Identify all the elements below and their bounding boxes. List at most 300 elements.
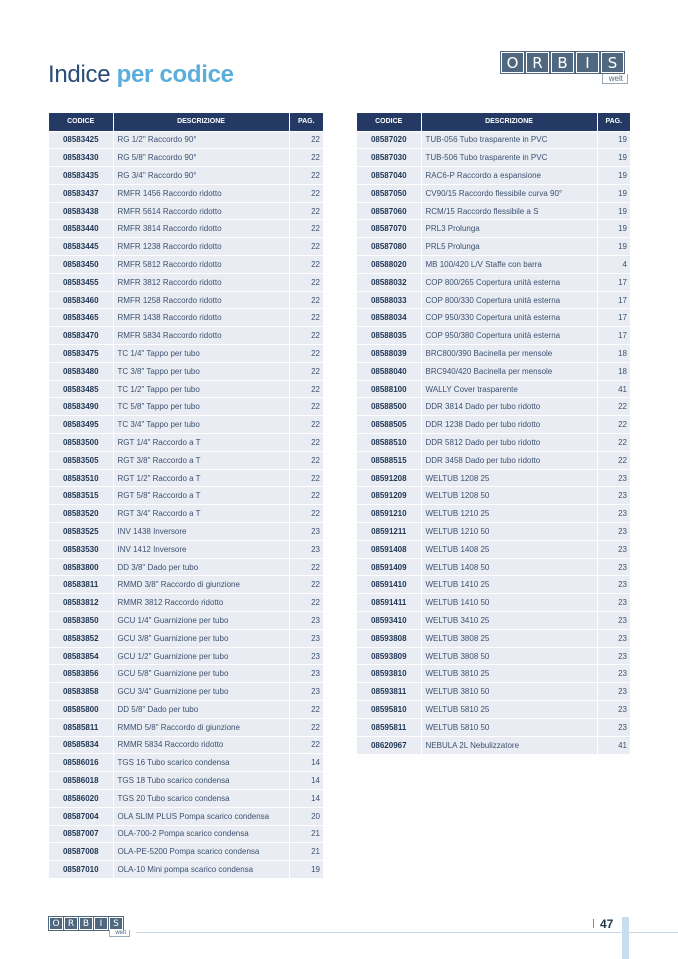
description-cell: DDR 5812 Dado per tubo ridotto (421, 434, 597, 452)
product-code-cell: 08587010 (49, 861, 113, 879)
product-code-cell: 08593810 (357, 665, 421, 683)
table-row (357, 469, 630, 487)
footer-orbis-logo (49, 917, 126, 936)
table-row (357, 434, 630, 452)
page-number-cell: 22 (289, 434, 323, 452)
description-cell: DDR 1238 Dado per tubo ridotto (421, 416, 597, 434)
logo-letter: S (109, 917, 123, 930)
page-number-cell: 22 (289, 345, 323, 363)
page-number-cell: 22 (289, 558, 323, 576)
table-row (49, 487, 323, 505)
table-row (49, 327, 323, 345)
logo-letter: I (576, 52, 599, 73)
table-row (49, 772, 323, 790)
description-cell: BRC940/420 Bacinella per mensole (421, 362, 597, 380)
page-number-cell: 17 (597, 327, 630, 345)
product-code-cell: 08583435 (49, 167, 113, 185)
page-number-cell: 17 (597, 309, 630, 327)
page-number-separator (593, 919, 594, 928)
product-code-cell: 08588510 (357, 434, 421, 452)
product-code-cell: 08588505 (357, 416, 421, 434)
page-number-cell: 22 (289, 469, 323, 487)
table-row (357, 167, 630, 185)
footer-divider (136, 932, 678, 933)
page-number-cell: 19 (597, 149, 630, 167)
description-cell: RCM/15 Raccordo flessibile a S (421, 202, 597, 220)
page-number-cell: 22 (289, 184, 323, 202)
product-code-cell: 08588032 (357, 273, 421, 291)
description-cell: WELTUB 5810 25 (421, 701, 597, 719)
description-cell: INV 1438 Inversore (113, 523, 289, 541)
column-header-description: DESCRIZIONE (113, 113, 289, 131)
product-code-cell: 08583465 (49, 309, 113, 327)
page-number-cell: 23 (289, 647, 323, 665)
description-cell: RMMD 5/8" Raccordo di giunzione (113, 718, 289, 736)
page-number-cell: 21 (289, 843, 323, 861)
page-title (48, 61, 234, 89)
table-row (357, 736, 630, 754)
table-row (357, 701, 630, 719)
description-cell: TGS 20 Tubo scarico condensa (113, 789, 289, 807)
table-row (49, 273, 323, 291)
product-code-cell: 08620967 (357, 736, 421, 754)
column-header-page: PAG. (289, 113, 323, 131)
table-row (49, 202, 323, 220)
orbis-logo (501, 52, 626, 83)
product-code-cell: 08586020 (49, 789, 113, 807)
description-cell: DD 3/8" Dado per tubo (113, 558, 289, 576)
product-code-cell: 08583850 (49, 612, 113, 630)
product-code-cell: 08591409 (357, 558, 421, 576)
product-code-cell: 08583854 (49, 647, 113, 665)
table-row (357, 362, 630, 380)
page-number-cell: 22 (289, 273, 323, 291)
page-number-cell: 14 (289, 772, 323, 790)
description-cell: COP 800/330 Copertura unità esterna (421, 291, 597, 309)
product-code-cell: 08593808 (357, 629, 421, 647)
table-row (49, 149, 323, 167)
product-code-cell: 08583480 (49, 362, 113, 380)
product-code-cell: 08588033 (357, 291, 421, 309)
product-code-cell: 08587050 (357, 184, 421, 202)
page-number-cell: 23 (597, 612, 630, 630)
page-number-cell: 23 (289, 540, 323, 558)
table-row (357, 184, 630, 202)
product-code-cell: 08583495 (49, 416, 113, 434)
table-row (49, 469, 323, 487)
table-row (357, 540, 630, 558)
table-row (49, 131, 323, 149)
column-header-code: CODICE (49, 113, 113, 131)
footer-accent-bar (622, 917, 629, 959)
description-cell: DDR 3458 Dado per tubo ridotto (421, 451, 597, 469)
description-cell: TGS 18 Tubo scarico condensa (113, 772, 289, 790)
product-code-cell: 08583800 (49, 558, 113, 576)
product-code-cell: 08586016 (49, 754, 113, 772)
table-row (49, 505, 323, 523)
description-cell: DD 5/8" Dado per tubo (113, 701, 289, 719)
product-code-cell: 08588034 (357, 309, 421, 327)
product-code-cell: 08583500 (49, 434, 113, 452)
product-code-cell: 08583425 (49, 131, 113, 149)
page-number-cell: 22 (289, 131, 323, 149)
description-cell: TC 5/8" Tappo per tubo (113, 398, 289, 416)
table-row (357, 505, 630, 523)
page-number-cell: 22 (289, 291, 323, 309)
page-number-cell: 14 (289, 789, 323, 807)
table-row (49, 362, 323, 380)
product-code-cell: 08583485 (49, 380, 113, 398)
description-cell: RMFR 5614 Raccordo ridotto (113, 202, 289, 220)
description-cell: WELTUB 3810 25 (421, 665, 597, 683)
page-number-cell: 19 (597, 238, 630, 256)
description-cell: RG 3/4" Raccordo 90° (113, 167, 289, 185)
description-cell: TC 1/2" Tappo per tubo (113, 380, 289, 398)
product-code-cell: 08583460 (49, 291, 113, 309)
logo-letter: B (79, 917, 93, 930)
page-number-cell: 23 (597, 701, 630, 719)
description-cell: RGT 1/4" Raccordo a T (113, 434, 289, 452)
product-code-cell: 08583530 (49, 540, 113, 558)
page-number-cell: 19 (289, 861, 323, 879)
table-row (357, 345, 630, 363)
page-number-cell: 22 (289, 202, 323, 220)
table-row (49, 220, 323, 238)
table-row (357, 273, 630, 291)
table-header-row (357, 113, 630, 131)
logo-letter: O (49, 917, 63, 930)
page-number-cell: 19 (597, 184, 630, 202)
description-cell: WELTUB 1210 50 (421, 523, 597, 541)
page-number-cell: 14 (289, 754, 323, 772)
page-number-cell: 19 (597, 202, 630, 220)
product-code-cell: 08583852 (49, 629, 113, 647)
description-cell: INV 1412 Inversore (113, 540, 289, 558)
column-header-code: CODICE (357, 113, 421, 131)
product-code-cell: 08593809 (357, 647, 421, 665)
page-number-cell: 18 (597, 345, 630, 363)
table-row (49, 807, 323, 825)
page-number-cell: 23 (597, 629, 630, 647)
description-cell: OLA-10 Mini pompa scarico condensa (113, 861, 289, 879)
column-header-page: PAG. (597, 113, 630, 131)
description-cell: WELTUB 3808 25 (421, 629, 597, 647)
table-row (49, 416, 323, 434)
table-row (357, 451, 630, 469)
table-row (357, 309, 630, 327)
description-cell: RMMD 3/8" Raccordo di giunzione (113, 576, 289, 594)
table-row (49, 754, 323, 772)
page-number-cell: 22 (597, 398, 630, 416)
page-number-cell: 22 (289, 362, 323, 380)
page-number-cell: 22 (597, 416, 630, 434)
page-number-cell: 41 (597, 736, 630, 754)
table-row (49, 540, 323, 558)
table-row (357, 683, 630, 701)
table-row (49, 718, 323, 736)
page-number: 47 (600, 917, 614, 931)
table-row (357, 327, 630, 345)
description-cell: TUB-506 Tubo trasparente in PVC (421, 149, 597, 167)
table-row (357, 629, 630, 647)
page-number-cell: 22 (289, 487, 323, 505)
table-row (49, 576, 323, 594)
logo-letter: R (526, 52, 549, 73)
table-row (357, 558, 630, 576)
table-row (49, 736, 323, 754)
product-code-cell: 08585800 (49, 701, 113, 719)
description-cell: WALLY Cover trasparente (421, 380, 597, 398)
table-row (49, 434, 323, 452)
table-row (49, 167, 323, 185)
page-number-cell: 18 (597, 362, 630, 380)
table-row (49, 594, 323, 612)
logo-letter: I (94, 917, 108, 930)
table-row (357, 612, 630, 630)
description-cell: RGT 1/2" Raccordo a T (113, 469, 289, 487)
description-cell: OLA SLIM PLUS Pompa scarico condensa (113, 807, 289, 825)
product-code-cell: 08591210 (357, 505, 421, 523)
page-number-cell: 23 (597, 487, 630, 505)
description-cell: RG 5/8" Raccordo 90° (113, 149, 289, 167)
table-row (49, 184, 323, 202)
table-row (357, 220, 630, 238)
page-number-cell: 19 (597, 220, 630, 238)
page-number-cell: 22 (289, 327, 323, 345)
product-code-cell: 08588039 (357, 345, 421, 363)
page-number-cell: 22 (289, 256, 323, 274)
description-cell: WELTUB 1410 25 (421, 576, 597, 594)
product-code-cell: 08583445 (49, 238, 113, 256)
product-code-cell: 08583520 (49, 505, 113, 523)
page-number-cell: 22 (289, 238, 323, 256)
description-cell: TGS 16 Tubo scarico condensa (113, 754, 289, 772)
product-code-cell: 08583510 (49, 469, 113, 487)
page-number-cell: 22 (289, 576, 323, 594)
page-number-cell: 23 (597, 594, 630, 612)
page-number-cell: 23 (289, 523, 323, 541)
product-code-cell: 08587008 (49, 843, 113, 861)
product-code-cell: 08587020 (357, 131, 421, 149)
page-number-cell: 23 (289, 683, 323, 701)
table-row (357, 291, 630, 309)
description-cell: RMFR 1258 Raccordo ridotto (113, 291, 289, 309)
description-cell: GCU 3/4" Guarnizione per tubo (113, 683, 289, 701)
description-cell: RGT 3/8" Raccordo a T (113, 451, 289, 469)
page-number-cell: 23 (597, 665, 630, 683)
page-number-cell: 23 (597, 718, 630, 736)
table-row (49, 789, 323, 807)
table-row (49, 843, 323, 861)
description-cell: COP 800/265 Copertura unità esterna (421, 273, 597, 291)
table-row (49, 291, 323, 309)
description-cell: WELTUB 1208 25 (421, 469, 597, 487)
table-row (357, 718, 630, 736)
table-header-row (49, 113, 323, 131)
description-cell: RAC6-P Raccordo a espansione (421, 167, 597, 185)
description-cell: RMFR 5834 Raccordo ridotto (113, 327, 289, 345)
table-row (49, 612, 323, 630)
page-number-cell: 22 (289, 718, 323, 736)
table-row (49, 861, 323, 879)
description-cell: COP 950/330 Copertura unità esterna (421, 309, 597, 327)
product-code-cell: 08583450 (49, 256, 113, 274)
table-row (357, 576, 630, 594)
page-number-cell: 22 (289, 220, 323, 238)
page-number-cell: 41 (597, 380, 630, 398)
product-code-cell: 08583437 (49, 184, 113, 202)
description-cell: TC 1/4" Tappo per tubo (113, 345, 289, 363)
product-code-cell: 08588500 (357, 398, 421, 416)
table-row (357, 665, 630, 683)
page-number-cell: 22 (289, 505, 323, 523)
product-code-cell: 08585811 (49, 718, 113, 736)
description-cell: OLA-700-2 Pompa scarico condensa (113, 825, 289, 843)
product-code-cell: 08588100 (357, 380, 421, 398)
page-number-cell: 23 (597, 683, 630, 701)
product-code-cell: 08583525 (49, 523, 113, 541)
description-cell: RMMR 3812 Raccordo ridotto (113, 594, 289, 612)
description-cell: WELTUB 1408 50 (421, 558, 597, 576)
logo-letter: S (601, 52, 624, 73)
page-number-cell: 23 (289, 629, 323, 647)
product-code-cell: 08583470 (49, 327, 113, 345)
product-code-cell: 08587070 (357, 220, 421, 238)
description-cell: TUB-056 Tubo trasparente in PVC (421, 131, 597, 149)
page-number-cell: 22 (289, 149, 323, 167)
page-number-cell: 23 (597, 576, 630, 594)
table-row (49, 256, 323, 274)
table-row (357, 594, 630, 612)
table-row (357, 523, 630, 541)
table-row (357, 149, 630, 167)
description-cell: GCU 5/8" Guarnizione per tubo (113, 665, 289, 683)
product-code-cell: 08583858 (49, 683, 113, 701)
description-cell: RGT 5/8" Raccordo a T (113, 487, 289, 505)
description-cell: NEBULA 2L Nebulizzatore (421, 736, 597, 754)
product-code-cell: 08583438 (49, 202, 113, 220)
product-code-cell: 08583430 (49, 149, 113, 167)
page-number-cell: 22 (289, 451, 323, 469)
product-code-cell: 08587007 (49, 825, 113, 843)
table-row (49, 345, 323, 363)
logo-subtext: welt (602, 74, 628, 84)
description-cell: RMFR 1456 Raccordo ridotto (113, 184, 289, 202)
product-code-cell: 08583515 (49, 487, 113, 505)
page-number-cell: 23 (289, 612, 323, 630)
product-code-cell: 08583812 (49, 594, 113, 612)
table-row (49, 238, 323, 256)
product-code-cell: 08587080 (357, 238, 421, 256)
product-code-cell: 08591411 (357, 594, 421, 612)
product-code-cell: 08587040 (357, 167, 421, 185)
product-code-cell: 08583811 (49, 576, 113, 594)
page-number-cell: 22 (289, 701, 323, 719)
description-cell: COP 950/380 Copertura unità esterna (421, 327, 597, 345)
page-number-cell: 23 (597, 558, 630, 576)
column-header-description: DESCRIZIONE (421, 113, 597, 131)
description-cell: BRC800/390 Bacinella per mensole (421, 345, 597, 363)
page-number-cell: 23 (597, 523, 630, 541)
description-cell: GCU 1/2" Guarnizione per tubo (113, 647, 289, 665)
description-cell: OLA-PE-5200 Pompa scarico condensa (113, 843, 289, 861)
page-number-cell: 21 (289, 825, 323, 843)
page-number-cell: 22 (289, 416, 323, 434)
product-code-cell: 08587004 (49, 807, 113, 825)
page-number-cell: 22 (289, 398, 323, 416)
product-code-cell: 08588040 (357, 362, 421, 380)
table-row (49, 683, 323, 701)
product-code-cell: 08583475 (49, 345, 113, 363)
description-cell: MB 100/420 L/V Staffe con barra (421, 256, 597, 274)
table-row (357, 487, 630, 505)
page-number-cell: 20 (289, 807, 323, 825)
table-row (49, 558, 323, 576)
product-code-cell: 08591211 (357, 523, 421, 541)
description-cell: WELTUB 3810 50 (421, 683, 597, 701)
page-number-cell: 4 (597, 256, 630, 274)
table-row (49, 380, 323, 398)
table-row (49, 523, 323, 541)
description-cell: WELTUB 1408 25 (421, 540, 597, 558)
page-number-cell: 19 (597, 167, 630, 185)
description-cell: RGT 3/4" Raccordo a T (113, 505, 289, 523)
table-row (49, 309, 323, 327)
page-number-cell: 23 (597, 505, 630, 523)
description-cell: DDR 3814 Dado per tubo ridotto (421, 398, 597, 416)
product-code-cell: 08595810 (357, 701, 421, 719)
description-cell: RMMR 5834 Raccordo ridotto (113, 736, 289, 754)
product-code-cell: 08585834 (49, 736, 113, 754)
description-cell: RMFR 3812 Raccordo ridotto (113, 273, 289, 291)
product-code-cell: 08593410 (357, 612, 421, 630)
description-cell: WELTUB 3410 25 (421, 612, 597, 630)
page-number-cell: 22 (289, 380, 323, 398)
description-cell: PRL3 Prolunga (421, 220, 597, 238)
page-number-cell: 22 (289, 594, 323, 612)
logo-letter: R (64, 917, 78, 930)
description-cell: WELTUB 1410 50 (421, 594, 597, 612)
table-row (357, 647, 630, 665)
page-title-part2: per codice (116, 61, 234, 88)
product-code-cell: 08595811 (357, 718, 421, 736)
page-number-cell: 22 (597, 451, 630, 469)
table-row (49, 647, 323, 665)
description-cell: WELTUB 1208 50 (421, 487, 597, 505)
table-row (49, 665, 323, 683)
product-code-cell: 08591408 (357, 540, 421, 558)
product-code-cell: 08591208 (357, 469, 421, 487)
product-code-cell: 08588020 (357, 256, 421, 274)
product-code-cell: 08583856 (49, 665, 113, 683)
table-row (357, 238, 630, 256)
product-code-cell: 08583490 (49, 398, 113, 416)
product-code-cell: 08591209 (357, 487, 421, 505)
page-number-cell: 23 (597, 540, 630, 558)
table-row (357, 256, 630, 274)
logo-letter: B (551, 52, 574, 73)
description-cell: GCU 1/4" Guarnizione per tubo (113, 612, 289, 630)
description-cell: TC 3/4" Tappo per tubo (113, 416, 289, 434)
logo-subtext: welt (109, 930, 130, 937)
description-cell: RMFR 1438 Raccordo ridotto (113, 309, 289, 327)
description-cell: WELTUB 5810 50 (421, 718, 597, 736)
description-cell: RMFR 1238 Raccordo ridotto (113, 238, 289, 256)
description-cell: PRL5 Prolunga (421, 238, 597, 256)
description-cell: TC 3/8" Tappo per tubo (113, 362, 289, 380)
description-cell: WELTUB 1210 25 (421, 505, 597, 523)
description-cell: WELTUB 3808 50 (421, 647, 597, 665)
